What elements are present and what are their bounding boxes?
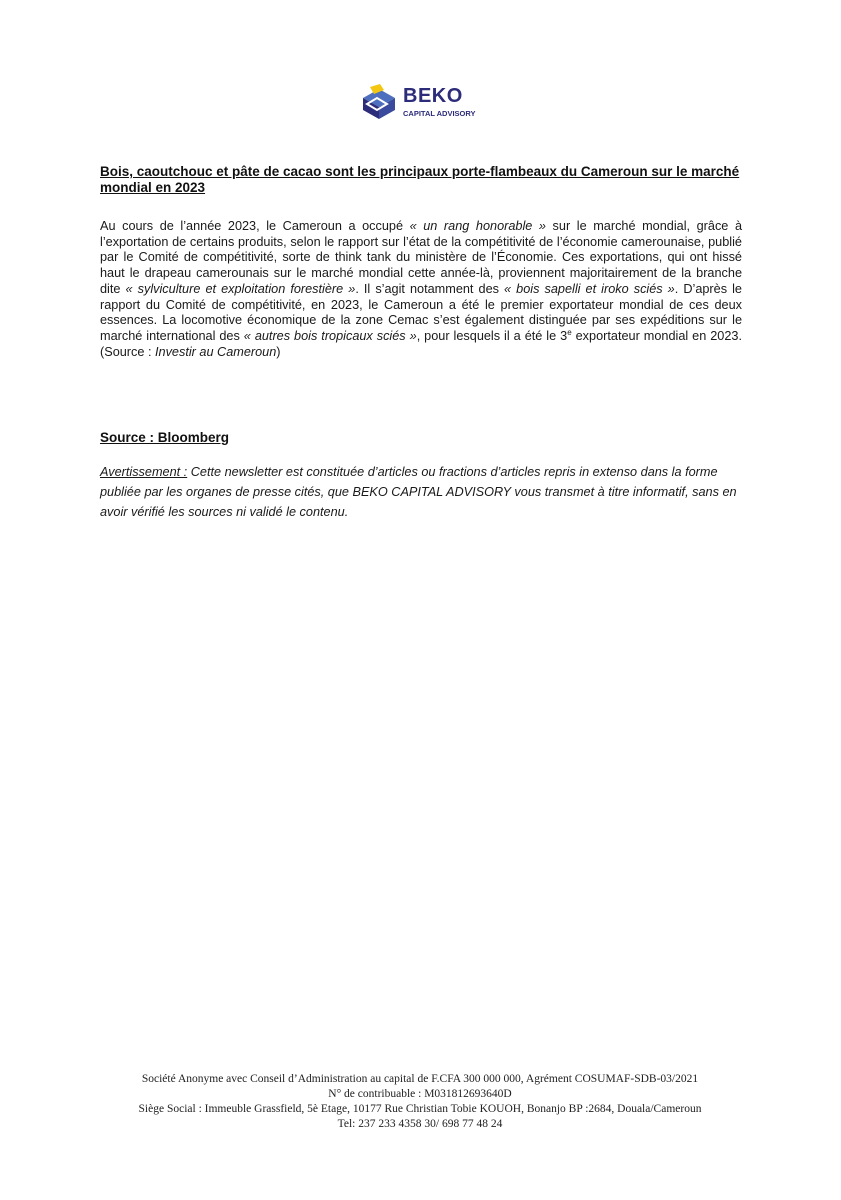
company-logo [361, 84, 481, 124]
logo-wordmark: BEKO [403, 85, 463, 107]
footer-address: Siège Social : Immeuble Grassfield, 5è Etage, 10177 Rue Christian Tobie KOUOH, Bonanjo BP :2684, Douala/Cameroun [138, 1103, 702, 1115]
disclaimer-label: Avertissement : [100, 465, 188, 479]
footer-phone: Tel: 237 233 4358 30/ 698 77 48 24 [337, 1118, 503, 1130]
footer-legal-line: Société Anonyme avec Conseil d’Administration au capital de F.CFA 300 000 000, Agrément COSUMAF-SDB-03/2021 [141, 1073, 699, 1085]
body-text-segment: ) [276, 344, 281, 359]
ordinal-superscript: e [567, 327, 572, 337]
page-footer [60, 1072, 780, 1132]
source-label: Source : Bloomberg [100, 430, 230, 445]
body-text-segment: Au cours de l’année 2023, le Cameroun a occupé [100, 219, 410, 233]
logo-subtitle: CAPITAL ADVISORY [403, 109, 476, 118]
beko-logo-icon [361, 84, 397, 124]
body-text-segment: , pour lesquels il a été le 3 [416, 328, 568, 343]
body-text-segment: sur le marché mondial, grâce à l’exportation de certains produits, selon le rapport sur l’état de la compétitivité de l’économie camerounaise, publié par le Comité de compétitivité, sorte de think tank du ministère de l’Économie. Ces exportations, qui ont hissé haut le drapeau camerounais sur le marché mondial cette année-là, proviennent majoritairement de la branche dite [100, 219, 743, 296]
body-text-segment: . Il s’agit notamment des [355, 281, 505, 296]
body-quote: « un rang honorable » [409, 219, 546, 233]
body-source-name: Investir au Cameroun [155, 344, 277, 359]
body-text-segment: . D’après le rapport du Comité de compétitivité, en 2023, le Cameroun a été le premier exportateur mondial de ces deux essences. La locomotive économique de la zone Cemac s’est également distinguée par ses expéditions sur le marché international des [100, 281, 742, 343]
body-text-segment: exportateur mondial en 2023. (Source : [100, 328, 743, 359]
article-title: Bois, caoutchouc et pâte de cacao sont les principaux porte-flambeaux du Cameroun sur le marché mondial en 2023 [100, 164, 740, 195]
footer-tax-id: N° de contribuable : M031812693640D [328, 1088, 512, 1100]
body-quote: « sylviculture et exploitation forestière » [125, 281, 356, 296]
disclaimer-text: Cette newsletter est constituée d’articles ou fractions d’articles repris in extenso dans la forme publiée par les organes de presse cités, que BEKO CAPITAL ADVISORY vous transmet à titre informatif, sans en avoir vérifié les sources ni validé le contenu. [100, 465, 737, 519]
disclaimer [100, 462, 742, 522]
body-quote: « bois sapelli et iroko sciés » [504, 281, 675, 296]
body-quote: « autres bois tropicaux sciés » [243, 328, 417, 343]
article-body [100, 219, 742, 360]
